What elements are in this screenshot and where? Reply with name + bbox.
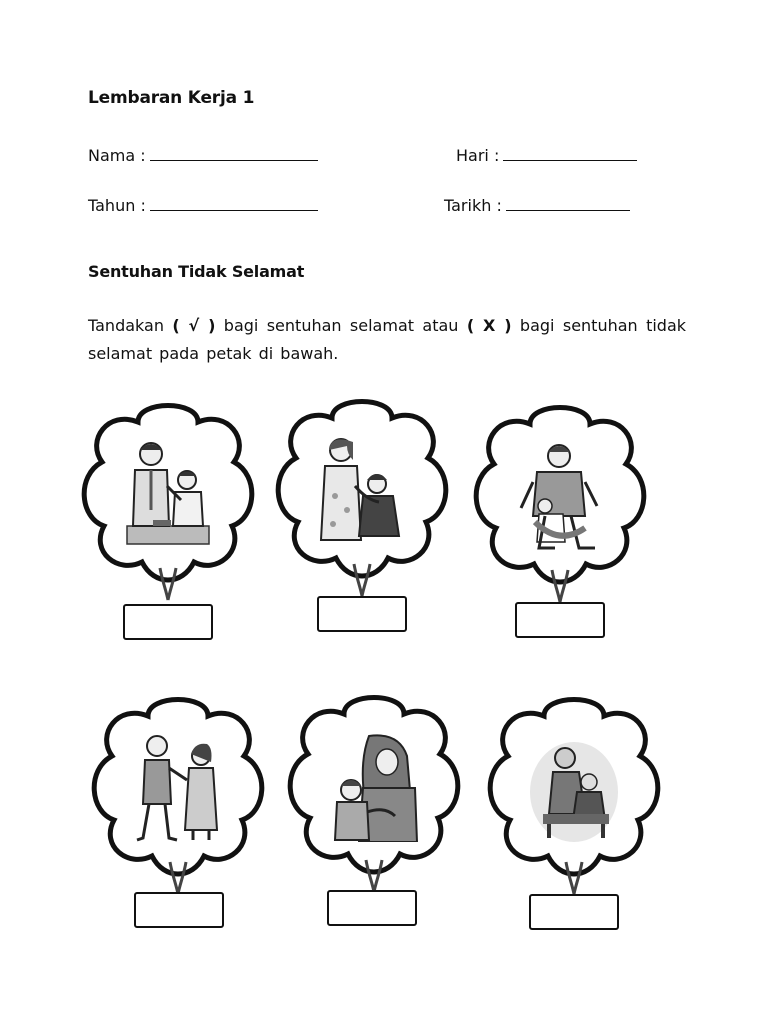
- day-field: [456, 144, 637, 165]
- picture-card: [78, 400, 258, 660]
- answer-box[interactable]: [123, 604, 213, 640]
- section-title: Sentuhan Tidak Selamat: [88, 262, 305, 281]
- illustration-mother-embracing-child: [329, 732, 419, 842]
- day-label: Hari :: [456, 146, 500, 165]
- name-blank-line[interactable]: [150, 144, 318, 161]
- answer-box[interactable]: [515, 602, 605, 638]
- date-label: Tarikh :: [444, 196, 502, 215]
- illustration-teacher-and-boy: [123, 440, 213, 550]
- answer-box[interactable]: [317, 596, 407, 632]
- date-field: [444, 194, 630, 215]
- date-blank-line[interactable]: [506, 194, 630, 211]
- instruction-part3: bagi sentuhan tidak selamat pada petak di bawah.: [88, 316, 687, 363]
- answer-box[interactable]: [529, 894, 619, 930]
- cross-mark-symbol: ( X ): [466, 316, 512, 335]
- year-blank-line[interactable]: [150, 194, 318, 211]
- instruction-part1: Tandakan: [88, 316, 164, 335]
- name-label: Nama :: [88, 146, 146, 165]
- answer-box[interactable]: [327, 890, 417, 926]
- illustration-man-and-girl: [133, 734, 223, 844]
- picture-card: [272, 396, 452, 656]
- illustration-man-with-child-on-lap: [529, 734, 619, 844]
- day-blank-line[interactable]: [503, 144, 637, 161]
- instruction-text: [88, 312, 686, 368]
- worksheet-title: Lembaran Kerja 1: [88, 88, 255, 108]
- instruction-part2: bagi sentuhan selamat atau: [223, 316, 459, 335]
- tick-mark-symbol: ( √ ): [172, 316, 216, 335]
- answer-box[interactable]: [134, 892, 224, 928]
- picture-card: [88, 694, 268, 954]
- illustration-man-and-child: [515, 442, 605, 552]
- name-field: [88, 144, 318, 165]
- picture-card: [284, 692, 464, 952]
- illustration-mother-and-child: [317, 436, 407, 546]
- picture-card: [470, 402, 650, 662]
- picture-card: [484, 694, 664, 954]
- year-label: Tahun :: [88, 196, 146, 215]
- year-field: [88, 194, 318, 215]
